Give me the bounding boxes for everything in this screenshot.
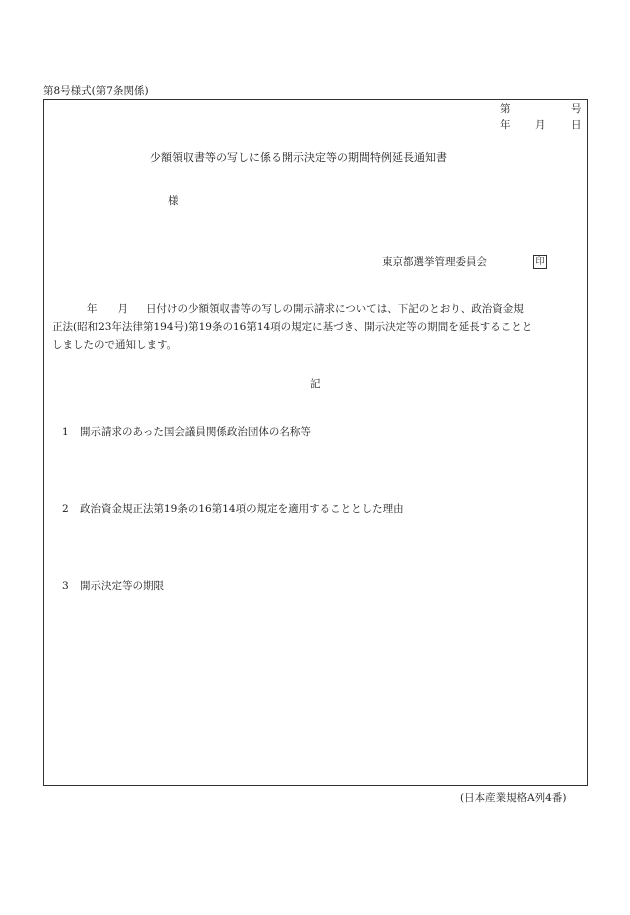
- item-3-number: 3: [62, 580, 69, 592]
- form-label: 第8号様式(第7条関係): [43, 85, 149, 97]
- date-year: 年: [500, 119, 511, 131]
- date-month: 月: [535, 119, 546, 131]
- body-line3: しましたので通知します。: [52, 339, 178, 351]
- ki-heading: 記: [310, 378, 321, 390]
- body-year: 年: [87, 303, 98, 315]
- footer-note: (日本産業規格A列4番): [460, 792, 567, 804]
- notice-body: [52, 300, 580, 354]
- addressee-suffix: 様: [168, 195, 179, 207]
- item-1-text: 開示請求のあった国会議員関係政治団体の名称等: [80, 426, 311, 438]
- body-line2: 正法(昭和23年法律第194号)第19条の16第14項の規定に基づき、開示決定等の期間を延長することと: [52, 321, 533, 333]
- item-2-text: 政治資金規正法第19条の16第14項の規定を適用することとした理由: [80, 503, 404, 515]
- seal-mark: 印: [533, 255, 547, 269]
- form-frame: [43, 99, 588, 786]
- item-3-text: 開示決定等の期限: [80, 580, 164, 592]
- item-1-number: 1: [62, 426, 69, 438]
- body-month: 月: [117, 303, 128, 315]
- number-right: 号: [571, 103, 582, 115]
- item-2-number: 2: [62, 503, 69, 515]
- date-day: 日: [571, 119, 582, 131]
- issuer-name: 東京都選挙管理委員会: [382, 256, 487, 268]
- body-line1: 日付けの少額領収書等の写しの開示請求については、下記のとおり、政治資金規: [146, 303, 524, 315]
- number-left: 第: [500, 103, 511, 115]
- document-title: 少額領収書等の写しに係る開示決定等の期間特例延長通知書: [150, 151, 447, 164]
